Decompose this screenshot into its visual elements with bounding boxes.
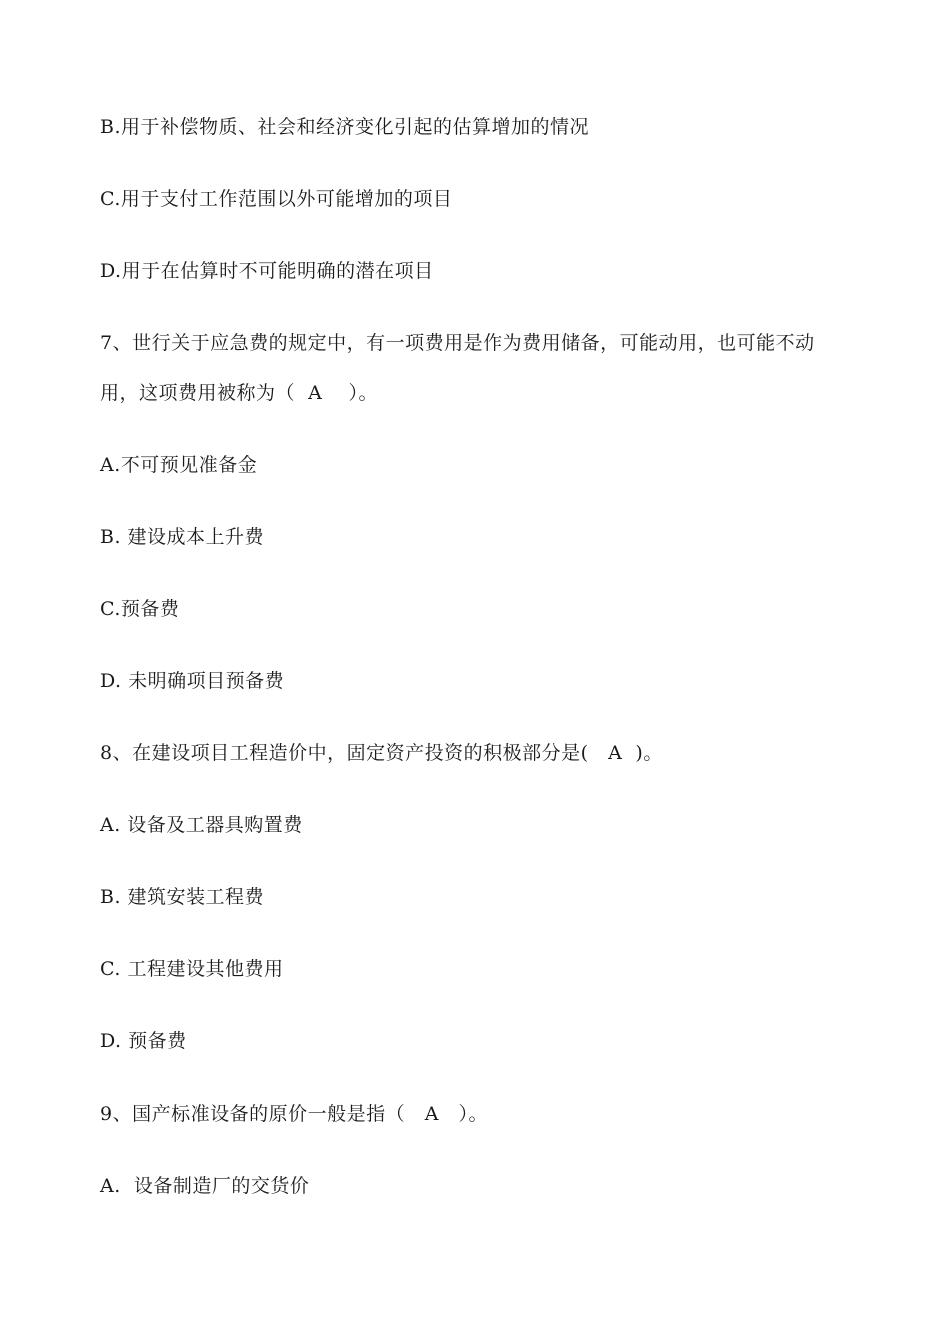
q7-option-a: A.不可预见准备金 [100,454,258,476]
q7-stem-line1: 7、世行关于应急费的规定中，有一项费用是作为费用储备，可能动用，也可能不动 [100,332,815,354]
q6-option-c: C.用于支付工作范围以外可能增加的项目 [100,188,453,210]
q9-option-a: A. 设备制造厂的交货价 [100,1175,310,1197]
q8-option-a: A. 设备及工器具购置费 [100,814,303,836]
q6-option-b: B.用于补偿物质、社会和经济变化引起的估算增加的情况 [100,116,590,138]
q8-option-d: D. 预备费 [100,1030,187,1052]
q8-option-b: B. 建筑安装工程费 [100,886,265,908]
q8-option-c: C. 工程建设其他费用 [100,958,284,980]
q9-stem: 9、国产标准设备的原价一般是指（ A ）。 [100,1103,489,1125]
q8-stem: 8、在建设项目工程造价中，固定资产投资的积极部分是( A )。 [100,742,663,764]
q7-option-d: D. 未明确项目预备费 [100,670,285,692]
q6-option-d: D.用于在估算时不可能明确的潜在项目 [100,260,434,282]
q7-option-b: B. 建设成本上升费 [100,526,265,548]
q7-option-c: C.预备费 [100,598,180,620]
q7-stem-line2: 用，这项费用被称为（ A ）。 [100,382,378,404]
